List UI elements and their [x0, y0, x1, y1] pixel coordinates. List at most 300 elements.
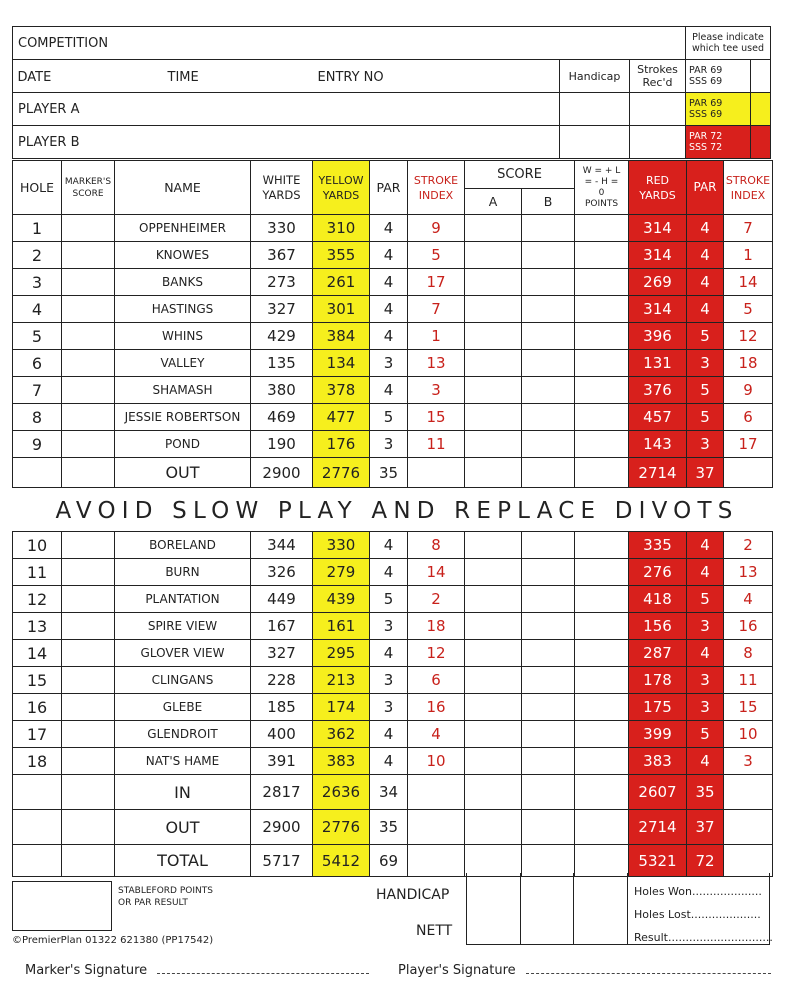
score-a-cell[interactable]: [465, 377, 522, 404]
player-a-strokes[interactable]: [630, 93, 686, 126]
points-cell[interactable]: [575, 350, 629, 377]
score-a-cell[interactable]: [465, 694, 522, 721]
white-yards: 327: [251, 640, 313, 667]
stroke-index: 11: [408, 431, 465, 458]
red-stroke-index: 14: [724, 269, 773, 296]
points-cell[interactable]: [575, 559, 629, 586]
yellow-yards: 439: [313, 586, 370, 613]
white-yards: 469: [251, 404, 313, 431]
player-b-field[interactable]: [13, 126, 560, 159]
banner: AVOID SLOW PLAY AND REPLACE DIVOTS: [55, 497, 739, 524]
yellow-yards: 213: [313, 667, 370, 694]
par-value: 4: [370, 242, 408, 269]
handicap-box-a[interactable]: [466, 873, 521, 945]
points-cell[interactable]: [575, 748, 629, 775]
score-a-cell[interactable]: [465, 613, 522, 640]
stroke-index: 14: [408, 559, 465, 586]
score-a-cell[interactable]: [465, 350, 522, 377]
score-a-cell[interactable]: [465, 242, 522, 269]
marker-score-cell[interactable]: [62, 377, 115, 404]
yellow-yards: 355: [313, 242, 370, 269]
red-stroke-index: 15: [724, 694, 773, 721]
marker-score-cell[interactable]: [62, 323, 115, 350]
hole-row: [13, 667, 773, 694]
red-stroke-index: 7: [724, 215, 773, 242]
score-a-cell[interactable]: [465, 323, 522, 350]
hole-name: BANKS: [115, 269, 251, 296]
stroke-index: 7: [408, 296, 465, 323]
score-b-cell[interactable]: [522, 640, 575, 667]
total-points[interactable]: [575, 810, 629, 845]
entry-label: ENTRY NO: [317, 69, 384, 85]
back-nine-table: [12, 531, 773, 877]
col-red-par: PAR: [687, 161, 724, 215]
hole-row: [13, 323, 773, 350]
score-a-cell[interactable]: [465, 431, 522, 458]
hole-number: 2: [13, 242, 62, 269]
red-par: 4: [687, 215, 724, 242]
hole-number: 4: [13, 296, 62, 323]
player-a-field[interactable]: [13, 93, 560, 126]
white-tee-checkbox[interactable]: [751, 60, 771, 93]
hole-row: [13, 215, 773, 242]
hole-name: BURN: [115, 559, 251, 586]
red-yards: 314: [629, 215, 687, 242]
stroke-index: 6: [408, 667, 465, 694]
total-red-blank: [724, 845, 773, 877]
red-stroke-index: 4: [724, 586, 773, 613]
marker-score-cell[interactable]: [62, 532, 115, 559]
red-stroke-index: 6: [724, 404, 773, 431]
total-row: [13, 810, 773, 845]
red-tee-sss: SSS 72: [689, 142, 723, 153]
red-par: 4: [687, 559, 724, 586]
white-yards: 135: [251, 350, 313, 377]
red-par: 3: [687, 431, 724, 458]
stroke-index: 8: [408, 532, 465, 559]
col-score-a: A: [465, 189, 522, 215]
points-cell[interactable]: [575, 721, 629, 748]
red-par: 3: [687, 350, 724, 377]
col-white: WHITE YARDS: [251, 161, 313, 215]
total-yellow: 2636: [313, 775, 370, 810]
hole-name: OPPENHEIMER: [115, 215, 251, 242]
competition-label: COMPETITION: [18, 35, 109, 51]
score-b-cell[interactable]: [522, 296, 575, 323]
par-value: 4: [370, 640, 408, 667]
marker-score-cell[interactable]: [62, 586, 115, 613]
points-cell[interactable]: [575, 404, 629, 431]
stroke-index: 18: [408, 613, 465, 640]
total-yellow: 2776: [313, 458, 370, 488]
red-yards: 269: [629, 269, 687, 296]
points-cell[interactable]: [575, 640, 629, 667]
par-value: 3: [370, 667, 408, 694]
score-a-cell[interactable]: [465, 748, 522, 775]
hole-number: 6: [13, 350, 62, 377]
hole-number: 8: [13, 404, 62, 431]
total-row: [13, 845, 773, 877]
total-score-a[interactable]: [465, 810, 522, 845]
score-a-cell[interactable]: [465, 269, 522, 296]
marker-score-cell[interactable]: [62, 559, 115, 586]
red-yards: 418: [629, 586, 687, 613]
total-row: [13, 458, 773, 488]
white-yards: 273: [251, 269, 313, 296]
total-label: OUT: [115, 458, 251, 488]
marker-score-cell[interactable]: [62, 296, 115, 323]
marker-score-cell[interactable]: [62, 242, 115, 269]
total-red: 2714: [629, 810, 687, 845]
hole-name: GLEBE: [115, 694, 251, 721]
markers-signature[interactable]: [25, 963, 369, 978]
yellow-yards: 161: [313, 613, 370, 640]
nett-label: NETT: [416, 923, 453, 939]
hole-number: 3: [13, 269, 62, 296]
hole-name: BORELAND: [115, 532, 251, 559]
hole-number: 12: [13, 586, 62, 613]
red-par: 4: [687, 296, 724, 323]
handicap-header: Handicap: [560, 60, 630, 93]
hole-row: [13, 586, 773, 613]
red-par: 5: [687, 377, 724, 404]
score-b-cell[interactable]: [522, 404, 575, 431]
white-yards: 367: [251, 242, 313, 269]
yellow-yards: 362: [313, 721, 370, 748]
red-stroke-index: 10: [724, 721, 773, 748]
score-b-cell[interactable]: [522, 694, 575, 721]
total-blank-1: [13, 845, 62, 877]
marker-score-cell[interactable]: [62, 748, 115, 775]
copyright: ©PremierPlan 01322 621380 (PP17542): [12, 935, 214, 946]
par-value: 4: [370, 215, 408, 242]
par-value: 5: [370, 586, 408, 613]
date-time-entry-field[interactable]: [13, 60, 560, 93]
par-value: 4: [370, 559, 408, 586]
header-table: [12, 26, 771, 159]
score-a-cell[interactable]: [465, 404, 522, 431]
hole-row: [13, 269, 773, 296]
hole-number: 16: [13, 694, 62, 721]
score-b-cell[interactable]: [522, 667, 575, 694]
white-yards: 190: [251, 431, 313, 458]
col-name: NAME: [115, 161, 251, 215]
stroke-index: 15: [408, 404, 465, 431]
hole-number: 1: [13, 215, 62, 242]
red-tee-info[interactable]: [686, 126, 751, 159]
points-cell[interactable]: [575, 431, 629, 458]
score-b-cell[interactable]: [522, 748, 575, 775]
hole-name: GLOVER VIEW: [115, 640, 251, 667]
red-stroke-index: 13: [724, 559, 773, 586]
hole-name: HASTINGS: [115, 296, 251, 323]
player-b-label: PLAYER B: [18, 134, 80, 150]
hole-row: [13, 242, 773, 269]
red-par: 5: [687, 323, 724, 350]
score-b-cell[interactable]: [522, 431, 575, 458]
col-score-b: B: [522, 189, 575, 215]
total-yellow: 2776: [313, 810, 370, 845]
total-score-b[interactable]: [522, 458, 575, 488]
score-a-cell[interactable]: [465, 667, 522, 694]
score-b-cell[interactable]: [522, 586, 575, 613]
red-par: 4: [687, 532, 724, 559]
score-b-cell[interactable]: [522, 242, 575, 269]
hole-name: SHAMASH: [115, 377, 251, 404]
total-blank-2: [62, 810, 115, 845]
score-a-cell[interactable]: [465, 721, 522, 748]
marker-score-cell[interactable]: [62, 640, 115, 667]
hole-name: JESSIE ROBERTSON: [115, 404, 251, 431]
total-red-par: 72: [687, 845, 724, 877]
par-value: 4: [370, 532, 408, 559]
red-yards: 399: [629, 721, 687, 748]
marker-score-cell[interactable]: [62, 667, 115, 694]
total-stroke-blank: [408, 458, 465, 488]
player-b-handicap[interactable]: [560, 126, 630, 159]
players-signature[interactable]: [398, 963, 771, 978]
hole-number: 18: [13, 748, 62, 775]
red-yards: 287: [629, 640, 687, 667]
par-value: 4: [370, 269, 408, 296]
par-value: 5: [370, 404, 408, 431]
red-yards: 276: [629, 559, 687, 586]
score-a-cell[interactable]: [465, 532, 522, 559]
score-a-cell[interactable]: [465, 640, 522, 667]
white-yards: 400: [251, 721, 313, 748]
total-stroke-blank: [408, 845, 465, 877]
white-yards: 185: [251, 694, 313, 721]
total-points[interactable]: [575, 458, 629, 488]
hole-row: [13, 613, 773, 640]
marker-score-cell[interactable]: [62, 721, 115, 748]
handicap-box-b[interactable]: [521, 873, 574, 945]
footer: [0, 873, 794, 997]
total-points[interactable]: [575, 845, 629, 877]
red-yards: 175: [629, 694, 687, 721]
score-b-cell[interactable]: [522, 721, 575, 748]
points-cell[interactable]: [575, 613, 629, 640]
hole-row: [13, 350, 773, 377]
yellow-yards: 174: [313, 694, 370, 721]
red-yards: 376: [629, 377, 687, 404]
total-score-a[interactable]: [465, 775, 522, 810]
hole-row: [13, 748, 773, 775]
par-value: 4: [370, 377, 408, 404]
total-label: TOTAL: [115, 845, 251, 877]
hole-row: [13, 296, 773, 323]
front-nine-table: [12, 160, 773, 488]
points-cell[interactable]: [575, 532, 629, 559]
total-score-a[interactable]: [465, 845, 522, 877]
yellow-tee-checkbox[interactable]: [751, 93, 771, 126]
points-cell[interactable]: [575, 215, 629, 242]
yellow-yards: 261: [313, 269, 370, 296]
hole-number: 17: [13, 721, 62, 748]
red-par: 5: [687, 586, 724, 613]
points-box[interactable]: [574, 873, 628, 945]
points-cell[interactable]: [575, 242, 629, 269]
marker-score-cell[interactable]: [62, 404, 115, 431]
hole-name: SPIRE VIEW: [115, 613, 251, 640]
red-yards: 314: [629, 242, 687, 269]
result: Result..............................: [634, 931, 773, 944]
marker-score-cell[interactable]: [62, 215, 115, 242]
total-blank-1: [13, 810, 62, 845]
points-cell[interactable]: [575, 694, 629, 721]
score-b-cell[interactable]: [522, 559, 575, 586]
score-b-cell[interactable]: [522, 613, 575, 640]
yellow-yards: 384: [313, 323, 370, 350]
marker-score-cell[interactable]: [62, 613, 115, 640]
strokes-header: Strokes Rec'd: [630, 60, 686, 93]
total-score-b[interactable]: [522, 775, 575, 810]
white-yards: 391: [251, 748, 313, 775]
marker-score-cell[interactable]: [62, 269, 115, 296]
hole-number: 10: [13, 532, 62, 559]
white-yards: 330: [251, 215, 313, 242]
stroke-index: 12: [408, 640, 465, 667]
total-red-par: 35: [687, 775, 724, 810]
total-blank-2: [62, 458, 115, 488]
red-yards: 178: [629, 667, 687, 694]
hole-row: [13, 532, 773, 559]
red-yards: 457: [629, 404, 687, 431]
hole-number: 14: [13, 640, 62, 667]
red-yards: 143: [629, 431, 687, 458]
points-cell[interactable]: [575, 323, 629, 350]
stroke-index: 9: [408, 215, 465, 242]
white-yards: 429: [251, 323, 313, 350]
total-points[interactable]: [575, 775, 629, 810]
hole-row: [13, 431, 773, 458]
red-yards: 383: [629, 748, 687, 775]
total-red-par: 37: [687, 810, 724, 845]
total-par: 35: [370, 458, 408, 488]
total-row: [13, 775, 773, 810]
red-stroke-index: 11: [724, 667, 773, 694]
red-par: 3: [687, 667, 724, 694]
stableford-label: STABLEFORD POINTS OR PAR RESULT: [118, 886, 213, 908]
score-b-cell[interactable]: [522, 532, 575, 559]
stroke-index: 16: [408, 694, 465, 721]
red-tee-checkbox[interactable]: [751, 126, 771, 159]
player-a-handicap[interactable]: [560, 93, 630, 126]
red-stroke-index: 1: [724, 242, 773, 269]
red-yards: 335: [629, 532, 687, 559]
yellow-tee-info[interactable]: [686, 93, 751, 126]
player-b-strokes[interactable]: [630, 126, 686, 159]
col-stroke: STROKE INDEX: [408, 161, 465, 215]
red-yards: 314: [629, 296, 687, 323]
score-a-cell[interactable]: [465, 215, 522, 242]
total-score-b[interactable]: [522, 845, 575, 877]
red-par: 5: [687, 404, 724, 431]
players-signature-line: [526, 972, 771, 974]
par-value: 4: [370, 323, 408, 350]
total-label: OUT: [115, 810, 251, 845]
red-stroke-index: 2: [724, 532, 773, 559]
hole-name: POND: [115, 431, 251, 458]
par-value: 3: [370, 431, 408, 458]
total-red-blank: [724, 458, 773, 488]
red-yards: 156: [629, 613, 687, 640]
col-score: SCORE: [465, 161, 575, 189]
yellow-yards: 134: [313, 350, 370, 377]
yellow-yards: 310: [313, 215, 370, 242]
total-par: 34: [370, 775, 408, 810]
yellow-tee-sss: SSS 69: [689, 109, 723, 120]
total-blank-2: [62, 775, 115, 810]
score-b-cell[interactable]: [522, 269, 575, 296]
col-red: RED YARDS: [629, 161, 687, 215]
total-blank-1: [13, 458, 62, 488]
score-a-cell[interactable]: [465, 296, 522, 323]
red-par: 4: [687, 242, 724, 269]
total-label: IN: [115, 775, 251, 810]
score-b-cell[interactable]: [522, 377, 575, 404]
white-yards: 327: [251, 296, 313, 323]
points-cell[interactable]: [575, 667, 629, 694]
total-red-par: 37: [687, 458, 724, 488]
score-b-cell[interactable]: [522, 215, 575, 242]
marker-score-cell[interactable]: [62, 350, 115, 377]
results-box[interactable]: [628, 873, 773, 945]
col-points: W = + L = - H = 0 POINTS: [575, 161, 629, 215]
red-par: 4: [687, 640, 724, 667]
total-score-a[interactable]: [465, 458, 522, 488]
hole-name: WHINS: [115, 323, 251, 350]
red-stroke-index: 8: [724, 640, 773, 667]
stroke-index: 2: [408, 586, 465, 613]
total-score-b[interactable]: [522, 810, 575, 845]
yellow-yards: 295: [313, 640, 370, 667]
date-label: DATE: [17, 69, 52, 85]
red-par: 3: [687, 613, 724, 640]
competition-field[interactable]: [13, 27, 686, 60]
total-red-blank: [724, 775, 773, 810]
red-par: 5: [687, 721, 724, 748]
hole-number: 5: [13, 323, 62, 350]
stroke-index: 5: [408, 242, 465, 269]
total-stroke-blank: [408, 810, 465, 845]
score-b-cell[interactable]: [522, 323, 575, 350]
stableford-box[interactable]: [12, 881, 112, 931]
hole-row: [13, 640, 773, 667]
hole-number: 11: [13, 559, 62, 586]
white-tee-info[interactable]: [686, 60, 751, 93]
stroke-index: 1: [408, 323, 465, 350]
col-hole: HOLE: [13, 161, 62, 215]
score-a-cell[interactable]: [465, 586, 522, 613]
time-label: TIME: [167, 69, 199, 85]
yellow-tee-par: PAR 69: [689, 98, 723, 109]
total-white: 2900: [251, 810, 313, 845]
points-cell[interactable]: [575, 586, 629, 613]
white-yards: 326: [251, 559, 313, 586]
score-a-cell[interactable]: [465, 559, 522, 586]
marker-score-cell[interactable]: [62, 431, 115, 458]
score-b-cell[interactable]: [522, 350, 575, 377]
points-cell[interactable]: [575, 269, 629, 296]
marker-score-cell[interactable]: [62, 694, 115, 721]
points-cell[interactable]: [575, 377, 629, 404]
red-stroke-index: 3: [724, 748, 773, 775]
points-cell[interactable]: [575, 296, 629, 323]
handicap-label: HANDICAP: [376, 887, 450, 903]
hole-number: 7: [13, 377, 62, 404]
hole-row: [13, 377, 773, 404]
